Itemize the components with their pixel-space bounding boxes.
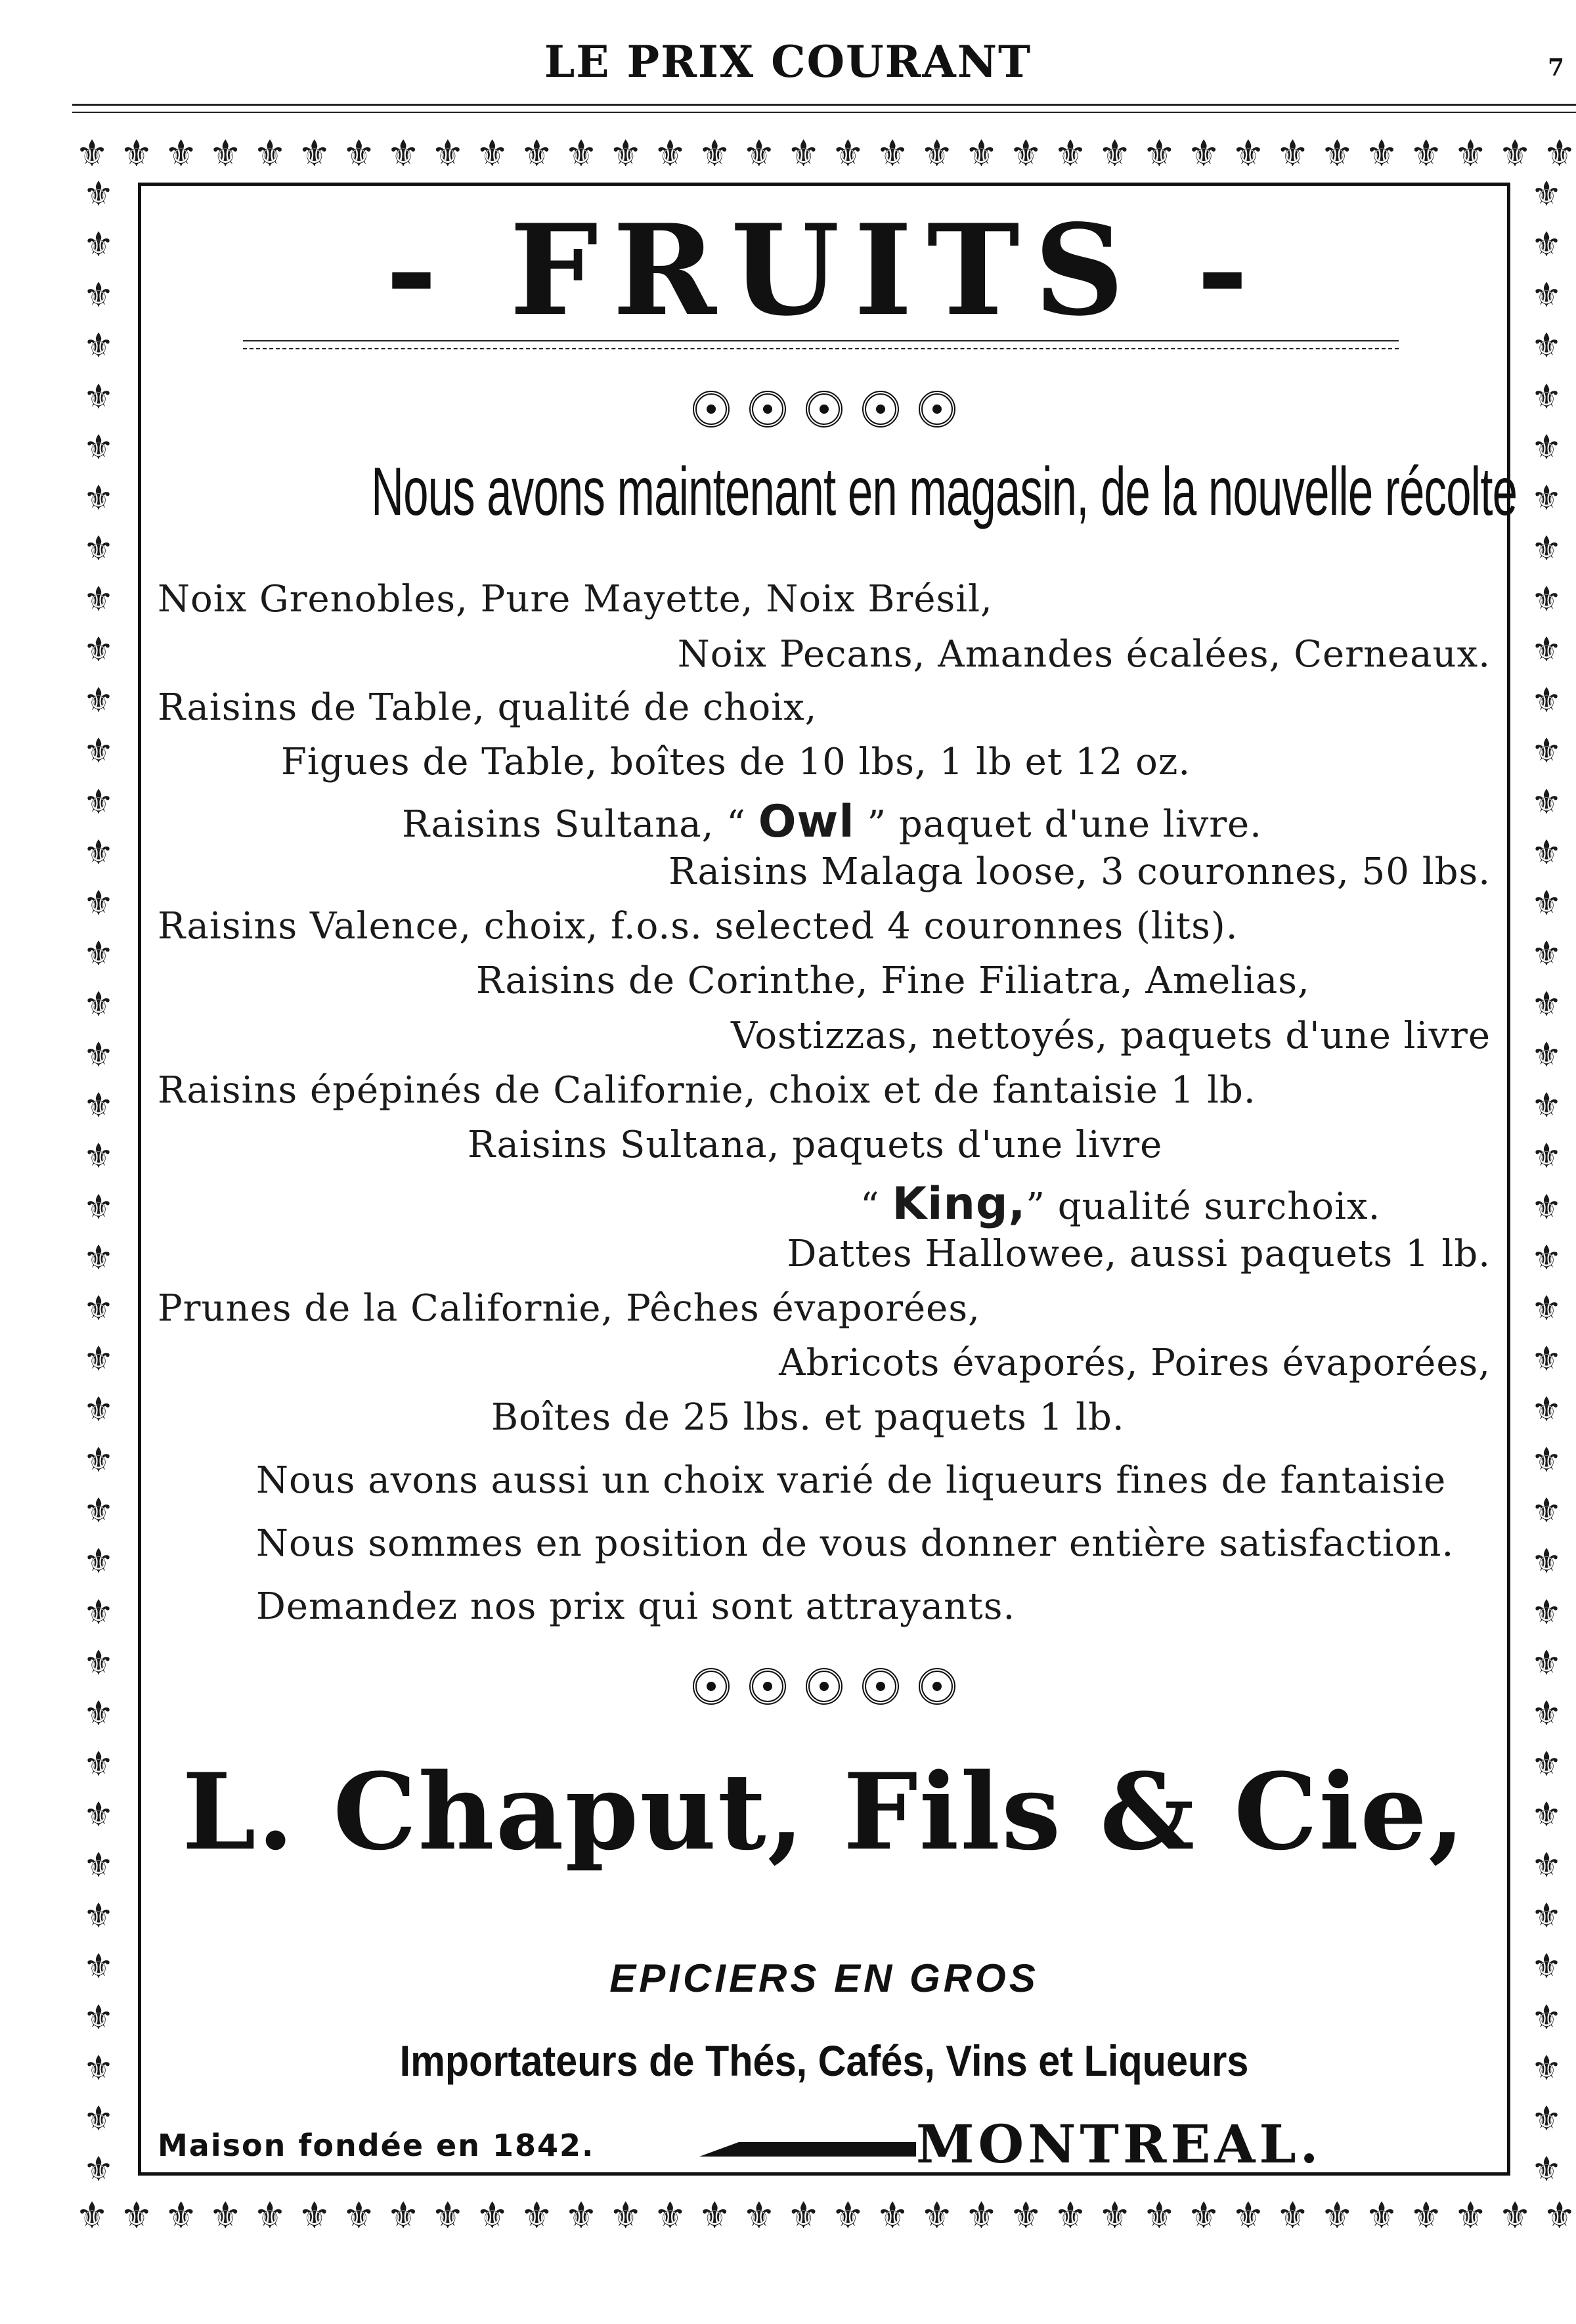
- fleur-de-lis-icon: ⚜: [1531, 1694, 1562, 1734]
- brand-name: King,: [892, 1178, 1026, 1230]
- fleur-de-lis-icon: ⚜: [1499, 133, 1532, 175]
- fleur-de-lis-icon: ⚜: [1531, 732, 1562, 772]
- fleur-de-lis-icon: ⚜: [83, 630, 114, 670]
- fleur-de-lis-icon: ⚜: [1531, 377, 1562, 417]
- fleur-de-lis-icon: ⚜: [1531, 1643, 1562, 1683]
- fleur-de-lis-icon: ⚜: [1531, 681, 1562, 721]
- bullseye-ornament-icon: [919, 391, 955, 428]
- product-line-text: ” qualité surchoix.: [1026, 1185, 1381, 1228]
- fleur-de-lis-icon: ⚜: [1499, 2195, 1532, 2237]
- fleur-de-lis-icon: ⚜: [1531, 580, 1562, 619]
- fleur-de-lis-icon: ⚜: [83, 1947, 114, 1987]
- fleur-de-lis-icon: ⚜: [83, 326, 114, 366]
- fleur-de-lis-icon: ⚜: [1531, 276, 1562, 316]
- fleur-de-lis-icon: ⚜: [1276, 133, 1309, 175]
- city-name: MONTREAL.: [916, 2113, 1323, 2175]
- fleur-de-lis-icon: ⚜: [520, 2195, 554, 2237]
- fleur-de-lis-icon: ⚜: [164, 2195, 198, 2237]
- masthead-rule: [72, 112, 1576, 113]
- fleur-de-lis-icon: ⚜: [83, 1998, 114, 2038]
- product-line: Raisins épépinés de Californie, choix et de fantaisie 1 lb.: [158, 1069, 1256, 1112]
- bullseye-ornament-icon: [806, 391, 843, 428]
- fleur-de-lis-icon: ⚜: [83, 2149, 114, 2189]
- fleur-de-lis-border-right: [1517, 177, 1576, 2187]
- fleur-de-lis-icon: ⚜: [83, 1441, 114, 1481]
- fleur-de-lis-icon: ⚜: [387, 2195, 420, 2237]
- fleur-de-lis-icon: ⚜: [83, 580, 114, 619]
- fleur-de-lis-icon: ⚜: [83, 1592, 114, 1633]
- fleur-de-lis-icon: ⚜: [297, 133, 331, 175]
- fleur-de-lis-icon: ⚜: [1531, 1592, 1562, 1633]
- fleur-de-lis-icon: ⚜: [742, 133, 776, 175]
- fleur-de-lis-icon: ⚜: [1543, 133, 1576, 175]
- fleur-de-lis-icon: ⚜: [1409, 2195, 1443, 2237]
- fleur-de-lis-icon: ⚜: [1531, 529, 1562, 569]
- fleur-de-lis-icon: ⚜: [83, 1846, 114, 1886]
- fleur-de-lis-icon: ⚜: [875, 2195, 909, 2237]
- fleur-de-lis-icon: ⚜: [253, 133, 287, 175]
- fleur-de-lis-icon: ⚜: [1053, 133, 1087, 175]
- product-line: Raisins Valence, choix, f.o.s. selected 4 couronnes (lits).: [158, 905, 1238, 948]
- product-line: Raisins Sultana, paquets d'une livre: [468, 1124, 1163, 1166]
- fleur-de-lis-icon: ⚜: [431, 2195, 464, 2237]
- fleur-de-lis-icon: ⚜: [1531, 1896, 1562, 1937]
- fleur-de-lis-icon: ⚜: [1531, 1187, 1562, 1227]
- fleur-de-lis-icon: ⚜: [83, 1896, 114, 1937]
- fleur-de-lis-icon: ⚜: [1531, 883, 1562, 923]
- fleur-de-lis-icon: ⚜: [83, 478, 114, 518]
- fleur-de-lis-icon: ⚜: [120, 133, 153, 175]
- fleur-de-lis-icon: ⚜: [965, 133, 998, 175]
- fleur-de-lis-icon: ⚜: [83, 1137, 114, 1177]
- fleur-de-lis-icon: ⚜: [1531, 1998, 1562, 2038]
- ornament-row: [138, 1668, 1510, 1705]
- trade-line: EPICIERS EN GROS: [609, 1956, 1039, 2000]
- product-line: Nous sommes en position de vous donner entière satisfaction.: [256, 1522, 1455, 1565]
- fleur-de-lis-icon: ⚜: [83, 1694, 114, 1734]
- masthead-rule: [72, 104, 1576, 106]
- bullseye-ornament-icon: [693, 1668, 730, 1705]
- product-line: Raisins de Table, qualité de choix,: [158, 686, 818, 729]
- fleur-de-lis-icon: ⚜: [83, 428, 114, 468]
- page-number: 7: [1547, 54, 1564, 81]
- fleur-de-lis-border-top: [76, 125, 1576, 184]
- fleur-de-lis-icon: ⚜: [609, 133, 642, 175]
- fleur-de-lis-icon: ⚜: [83, 225, 114, 265]
- fleur-de-lis-icon: ⚜: [1531, 1947, 1562, 1987]
- fleur-de-lis-icon: ⚜: [698, 133, 732, 175]
- fleur-de-lis-icon: ⚜: [83, 1187, 114, 1227]
- fleur-de-lis-icon: ⚜: [1531, 1137, 1562, 1177]
- fleur-de-lis-icon: ⚜: [1143, 133, 1176, 175]
- fleur-de-lis-icon: ⚜: [83, 1795, 114, 1835]
- ornament-row: [138, 391, 1510, 428]
- fleur-de-lis-icon: ⚜: [698, 2195, 732, 2237]
- fleur-de-lis-icon: ⚜: [83, 2048, 114, 2088]
- wedge-rule-icon: [699, 2142, 916, 2157]
- fleur-de-lis-icon: ⚜: [83, 1339, 114, 1379]
- fleur-de-lis-icon: ⚜: [653, 133, 687, 175]
- bullseye-ornament-icon: [749, 391, 786, 428]
- fleur-de-lis-icon: ⚜: [1454, 2195, 1487, 2237]
- masthead-title: LE PRIX COURANT: [544, 36, 1032, 87]
- fleur-de-lis-icon: ⚜: [609, 2195, 642, 2237]
- product-line: Vostizzas, nettoyés, paquets d'une livre: [731, 1015, 1491, 1057]
- fleur-de-lis-icon: ⚜: [1531, 1238, 1562, 1278]
- fleur-de-lis-icon: ⚜: [1531, 478, 1562, 518]
- fleur-de-lis-icon: ⚜: [1531, 1846, 1562, 1886]
- fleur-de-lis-icon: ⚜: [1531, 1288, 1562, 1328]
- fleur-de-lis-icon: ⚜: [209, 2195, 242, 2237]
- product-line: Raisins Malaga loose, 3 couronnes, 50 lbs.: [668, 850, 1491, 893]
- fleur-de-lis-icon: ⚜: [83, 1288, 114, 1328]
- importers-line: Importateurs de Thés, Cafés, Vins et Liqueurs: [399, 2036, 1249, 2085]
- fleur-de-lis-icon: ⚜: [83, 883, 114, 923]
- fleur-de-lis-icon: ⚜: [83, 1036, 114, 1076]
- fleur-de-lis-icon: ⚜: [164, 133, 198, 175]
- fleur-de-lis-icon: ⚜: [342, 133, 376, 175]
- product-line: Figues de Table, boîtes de 10 lbs, 1 lb et 12 oz.: [281, 741, 1191, 783]
- bullseye-ornament-icon: [693, 391, 730, 428]
- fleur-de-lis-icon: ⚜: [83, 833, 114, 873]
- fleur-de-lis-icon: ⚜: [1531, 833, 1562, 873]
- fleur-de-lis-icon: ⚜: [1531, 1795, 1562, 1835]
- fleur-de-lis-icon: ⚜: [1231, 2195, 1265, 2237]
- fleur-de-lis-icon: ⚜: [1531, 1390, 1562, 1430]
- fleur-de-lis-icon: ⚜: [920, 2195, 953, 2237]
- bullseye-ornament-icon: [749, 1668, 786, 1705]
- fleur-de-lis-icon: ⚜: [1531, 985, 1562, 1024]
- fleur-de-lis-icon: ⚜: [1531, 2048, 1562, 2088]
- fleur-de-lis-icon: ⚜: [83, 1744, 114, 1784]
- fleur-de-lis-icon: ⚜: [1009, 2195, 1043, 2237]
- fleur-de-lis-icon: ⚜: [520, 133, 554, 175]
- fleur-de-lis-icon: ⚜: [1187, 2195, 1221, 2237]
- fleur-de-lis-icon: ⚜: [1531, 2099, 1562, 2139]
- fleur-de-lis-icon: ⚜: [1231, 133, 1265, 175]
- founded-line: Maison fondée en 1842.: [158, 2128, 595, 2163]
- fleur-de-lis-icon: ⚜: [1543, 2195, 1576, 2237]
- fleur-de-lis-icon: ⚜: [787, 2195, 820, 2237]
- firm-name: L. Chaput, Fils & Cie,: [182, 1750, 1466, 1874]
- product-line: Noix Pecans, Amandes écalées, Cerneaux.: [677, 633, 1491, 676]
- fleur-de-lis-icon: ⚜: [1531, 2149, 1562, 2189]
- bullseye-ornament-icon: [862, 391, 899, 428]
- fleur-de-lis-border-bottom: [76, 2187, 1576, 2246]
- product-line: Nous avons aussi un choix varié de liqueurs fines de fantaisie: [256, 1459, 1447, 1502]
- fleur-de-lis-icon: ⚜: [83, 1390, 114, 1430]
- fleur-de-lis-icon: ⚜: [83, 782, 114, 822]
- fleur-de-lis-icon: ⚜: [253, 2195, 287, 2237]
- fleur-de-lis-icon: ⚜: [297, 2195, 331, 2237]
- fleur-de-lis-icon: ⚜: [1365, 2195, 1399, 2237]
- fleur-de-lis-icon: ⚜: [83, 175, 114, 214]
- fleur-de-lis-icon: ⚜: [1454, 133, 1487, 175]
- bullseye-ornament-icon: [919, 1668, 955, 1705]
- fleur-de-lis-icon: ⚜: [1531, 326, 1562, 366]
- fleur-de-lis-icon: ⚜: [831, 2195, 865, 2237]
- fleur-de-lis-icon: ⚜: [1531, 1491, 1562, 1531]
- fleur-de-lis-icon: ⚜: [76, 133, 109, 175]
- fleur-de-lis-icon: ⚜: [83, 985, 114, 1024]
- fleur-de-lis-icon: ⚜: [83, 529, 114, 569]
- fleur-de-lis-icon: ⚜: [787, 133, 820, 175]
- fleur-de-lis-icon: ⚜: [83, 732, 114, 772]
- fleur-de-lis-icon: ⚜: [475, 133, 509, 175]
- fleur-de-lis-icon: ⚜: [1143, 2195, 1176, 2237]
- product-line: Boîtes de 25 lbs. et paquets 1 lb.: [491, 1396, 1125, 1439]
- fleur-de-lis-icon: ⚜: [564, 133, 598, 175]
- fleur-de-lis-icon: ⚜: [475, 2195, 509, 2237]
- fleur-de-lis-icon: ⚜: [83, 276, 114, 316]
- fleur-de-lis-icon: ⚜: [1409, 133, 1443, 175]
- headline: - FRUITS -: [385, 197, 1263, 343]
- fleur-de-lis-icon: ⚜: [83, 681, 114, 721]
- product-line: Noix Grenobles, Pure Mayette, Noix Brésil,: [158, 578, 993, 621]
- product-line: [402, 796, 1262, 848]
- fleur-de-lis-icon: ⚜: [83, 1491, 114, 1531]
- fleur-de-lis-icon: ⚜: [742, 2195, 776, 2237]
- fleur-de-lis-icon: ⚜: [83, 1238, 114, 1278]
- product-line: Dattes Hallowee, aussi paquets 1 lb.: [787, 1233, 1491, 1275]
- headline-rule: [243, 340, 1399, 341]
- product-line-text: Raisins Sultana, “: [402, 803, 758, 846]
- fleur-de-lis-icon: ⚜: [1365, 133, 1399, 175]
- fleur-de-lis-icon: ⚜: [342, 2195, 376, 2237]
- fleur-de-lis-icon: ⚜: [1321, 133, 1354, 175]
- fleur-de-lis-icon: ⚜: [1276, 2195, 1309, 2237]
- fleur-de-lis-icon: ⚜: [1531, 1542, 1562, 1582]
- fleur-de-lis-icon: ⚜: [1531, 175, 1562, 214]
- fleur-de-lis-icon: ⚜: [1531, 225, 1562, 265]
- product-line-text: ” paquet d'une livre.: [854, 803, 1262, 846]
- fleur-de-lis-icon: ⚜: [1531, 630, 1562, 670]
- product-line: Abricots évaporés, Poires évaporées,: [779, 1342, 1491, 1384]
- headline-rule: [243, 348, 1399, 349]
- fleur-de-lis-icon: ⚜: [1531, 428, 1562, 468]
- fleur-de-lis-icon: ⚜: [83, 1643, 114, 1683]
- fleur-de-lis-icon: ⚜: [875, 133, 909, 175]
- fleur-de-lis-icon: ⚜: [1187, 133, 1221, 175]
- fleur-de-lis-icon: ⚜: [965, 2195, 998, 2237]
- fleur-de-lis-icon: ⚜: [1531, 1339, 1562, 1379]
- fleur-de-lis-icon: ⚜: [1321, 2195, 1354, 2237]
- fleur-de-lis-icon: ⚜: [209, 133, 242, 175]
- fleur-de-lis-icon: ⚜: [431, 133, 464, 175]
- fleur-de-lis-icon: ⚜: [1053, 2195, 1087, 2237]
- fleur-de-lis-icon: ⚜: [83, 2099, 114, 2139]
- product-line: Demandez nos prix qui sont attrayants.: [256, 1585, 1016, 1628]
- fleur-de-lis-icon: ⚜: [1531, 1441, 1562, 1481]
- fleur-de-lis-icon: ⚜: [831, 133, 865, 175]
- fleur-de-lis-icon: ⚜: [83, 1086, 114, 1126]
- fleur-de-lis-icon: ⚜: [83, 377, 114, 417]
- brand-name: Owl: [758, 796, 855, 848]
- fleur-de-lis-icon: ⚜: [1531, 1086, 1562, 1126]
- product-line-text: “: [860, 1185, 892, 1228]
- fleur-de-lis-icon: ⚜: [83, 1542, 114, 1582]
- intro-line: Nous avons maintenant en magasin, de la nouvelle récolte: [371, 454, 1518, 530]
- bullseye-ornament-icon: [862, 1668, 899, 1705]
- fleur-de-lis-icon: ⚜: [1531, 1744, 1562, 1784]
- fleur-de-lis-icon: ⚜: [76, 2195, 109, 2237]
- fleur-de-lis-icon: ⚜: [1531, 782, 1562, 822]
- fleur-de-lis-icon: ⚜: [1531, 934, 1562, 974]
- product-line: Raisins de Corinthe, Fine Filiatra, Amelias,: [476, 959, 1310, 1002]
- fleur-de-lis-icon: ⚜: [564, 2195, 598, 2237]
- fleur-de-lis-border-left: [69, 177, 128, 2187]
- fleur-de-lis-icon: ⚜: [1098, 133, 1131, 175]
- product-line: Prunes de la Californie, Pêches évaporées,: [158, 1287, 980, 1330]
- product-line: [860, 1178, 1380, 1230]
- fleur-de-lis-icon: ⚜: [1098, 2195, 1131, 2237]
- fleur-de-lis-icon: ⚜: [1531, 1036, 1562, 1076]
- bullseye-ornament-icon: [806, 1668, 843, 1705]
- fleur-de-lis-icon: ⚜: [120, 2195, 153, 2237]
- fleur-de-lis-icon: ⚜: [653, 2195, 687, 2237]
- fleur-de-lis-icon: ⚜: [387, 133, 420, 175]
- fleur-de-lis-icon: ⚜: [1009, 133, 1043, 175]
- fleur-de-lis-icon: ⚜: [83, 934, 114, 974]
- fleur-de-lis-icon: ⚜: [920, 133, 953, 175]
